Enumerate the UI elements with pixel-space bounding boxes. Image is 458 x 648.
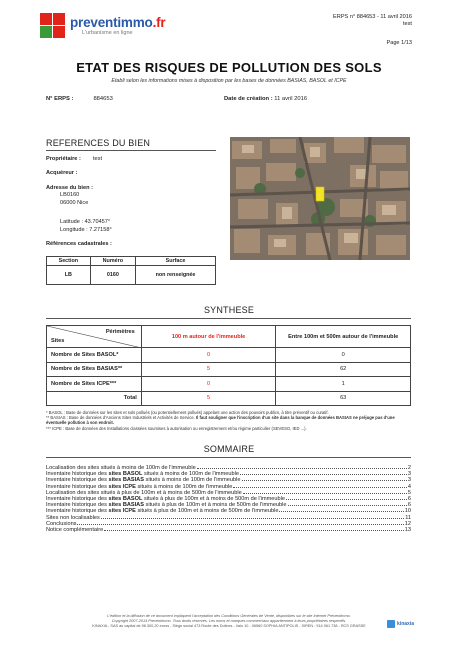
cad-numero: 0160 xyxy=(90,266,135,285)
synthese-heading: SYNTHESE xyxy=(203,305,255,315)
cad-surface: non renseignée xyxy=(135,266,215,285)
toc-page-number: 13 xyxy=(404,526,411,533)
row-basol-100: 0 xyxy=(141,348,276,363)
toc-page-number: 10 xyxy=(404,508,411,515)
toc-page-number: 12 xyxy=(404,520,411,527)
note-basol: * BASOL : Base de données sur les sites et sols pollués (ou potentiellement pollués) appelant une action des pouvoirs publics, à titre préventif ou curatif. xyxy=(46,410,329,415)
creation-date: Date de création : 11 avril 2016 xyxy=(224,96,308,102)
cad-header-section: Section xyxy=(47,257,91,266)
toc-leader xyxy=(197,468,407,469)
toc-item[interactable] xyxy=(46,527,411,533)
col-100-500m-header: Entre 100m et 500m autour de l'immeuble xyxy=(276,326,411,348)
address-value xyxy=(60,191,88,207)
toc-leader xyxy=(104,530,404,531)
brand-name: preventimmo.fr xyxy=(70,14,166,30)
toc-page-number: 5 xyxy=(407,489,411,496)
footnotes xyxy=(46,410,414,431)
toc-item-title: Localisation des sites situés à moins de 100m de l'immeuble xyxy=(46,465,196,471)
synthese-corner-cell xyxy=(47,326,142,348)
row-basol-500: 0 xyxy=(276,348,411,363)
row-basias-label: Nombre de Sites BASIAS** xyxy=(47,362,142,377)
kinaxia-logo xyxy=(387,620,414,628)
note-basias: ** BASIAS : Base de données d'Anciens Sites Industriels et Activités de Service. Il faut souligner que l'inscription d'un site dans la banque de données BASIAS ne préjuge pas d'une éventuelle pollution à son endroit. xyxy=(46,415,395,426)
toc-item-title: Notice complémentaire xyxy=(46,526,104,533)
toc-leader xyxy=(242,480,407,481)
page-number: Page 1/13 xyxy=(386,40,412,46)
row-total-500: 63 xyxy=(276,391,411,406)
erps-header xyxy=(333,14,412,28)
kinaxia-name: kinaxia xyxy=(397,621,414,627)
row-icpe-label: Nombre de Sites ICPE*** xyxy=(47,377,142,392)
footer-line3: KINAXIA - SAS au capital de 98 300,20 euros - Siège social 473 Route des Dolines - Valo 10 - 06560 SOPHIA ANTIPOLIS - SIREN : 514 061 738 - RCS GRASSE xyxy=(92,623,366,628)
toc-leader xyxy=(286,499,407,500)
toc-item-title: Conclusions xyxy=(46,520,77,527)
toc-item-title: Sites non localisables xyxy=(46,514,100,521)
longitude: Longitude : 7.27158° xyxy=(60,227,112,233)
row-total-100: 5 xyxy=(141,391,276,406)
preventimmo-logo[interactable] xyxy=(40,12,165,40)
cad-header-surface: Surface xyxy=(135,257,215,266)
toc-item-title: Inventaire historique des sites BASOL situés à plus de 100m et à moins de 500m de l'immeuble xyxy=(46,495,285,502)
cad-header-numero: Numéro xyxy=(90,257,135,266)
toc-page-number: 4 xyxy=(407,483,411,490)
footer-line1: L'édition et la diffusion de ce document impliquent l'acceptation des Conditions Générales de Vente, disponibles sur le site Internet Preventimmo. xyxy=(107,614,351,618)
toc-leader xyxy=(233,487,406,488)
row-basias-500: 62 xyxy=(276,362,411,377)
table-of-contents xyxy=(46,465,411,533)
toc-page-number: 2 xyxy=(407,465,411,471)
synthese-rule xyxy=(46,318,411,319)
row-total-label: Total xyxy=(47,391,142,406)
logo-mark-icon xyxy=(40,13,66,39)
toc-page-number: 11 xyxy=(405,514,411,521)
owner-value: test xyxy=(93,156,103,162)
owner-label: Propriétaire : xyxy=(46,156,81,162)
toc-leader xyxy=(101,518,404,519)
address-line2: 06000 Nice xyxy=(60,200,89,206)
references-rule xyxy=(46,150,216,151)
coordinates xyxy=(60,218,112,234)
col-100m-header: 100 m autour de l'immeuble xyxy=(141,326,276,348)
row-icpe-500: 1 xyxy=(276,377,411,392)
toc-item-title: Localisation des sites situés à plus de 100m et à moins de 500m de l'immeuble xyxy=(46,489,242,496)
references-heading: REFERENCES DU BIEN xyxy=(46,138,151,148)
document-title: ETAT DES RISQUES DE POLLUTION DES SOLS xyxy=(76,60,382,75)
synthese-table xyxy=(46,325,411,406)
document-subtitle: Etabli selon les informations mises à disposition par les bases de données BASIAS, BASOL et ICPE xyxy=(111,78,347,84)
latitude: Latitude : 43.70457° xyxy=(60,219,111,225)
row-icpe-100: 0 xyxy=(141,377,276,392)
toc-page-number: 3 xyxy=(407,471,411,478)
toc-item-title: Inventaire historique des sites ICPE situés à moins de 100m de l'immeuble xyxy=(46,483,233,490)
address-line1: LB0160 xyxy=(60,192,80,198)
cadastral-label: Références cadastrales : xyxy=(46,241,112,247)
toc-page-number: 3 xyxy=(407,477,411,484)
toc-leader xyxy=(288,505,407,506)
perimetres-label: Périmètres xyxy=(105,329,135,335)
erps-line: ERPS n° 884653 - 11 avril 2016 xyxy=(333,14,412,20)
toc-page-number: 6 xyxy=(407,495,411,502)
erps-sub: test xyxy=(402,21,412,27)
erps-number: N° ERPS : 884653 xyxy=(46,96,113,102)
footer-line2: Copyright 2007-2014 Preventimmo. Tous droits réservés. Les noms et marques commerciaux appartiennent à leurs propriétaires respectifs. xyxy=(111,618,347,623)
cad-section: LB xyxy=(47,266,91,285)
toc-leader xyxy=(77,524,403,525)
sommaire-rule xyxy=(46,457,411,458)
toc-page-number: 6 xyxy=(407,502,411,509)
toc-item-title: Inventaire historique des sites ICPE situés à plus de 100m et à moins de 500m de l'immeuble xyxy=(46,508,279,515)
toc-leader xyxy=(240,474,407,475)
cadastral-table xyxy=(46,256,216,285)
buyer-label: Acquéreur : xyxy=(46,170,78,176)
sites-label: Sites xyxy=(51,338,65,344)
toc-leader xyxy=(243,493,407,494)
brand-tagline: L'urbanisme en ligne xyxy=(82,30,133,36)
sommaire-heading: SOMMAIRE xyxy=(203,444,255,454)
kinaxia-mark-icon xyxy=(387,620,395,628)
aerial-map-image xyxy=(230,137,410,260)
address-label: Adresse du bien : xyxy=(46,185,93,191)
toc-leader xyxy=(279,511,403,512)
toc-item-title: Inventaire historique des sites BASIAS situés à moins de 100m de l'immeuble xyxy=(46,477,241,484)
note-icpe: *** ICPE : Base de données des Installations classées soumises à autorisation ou enregistrement et/ou régime particulier (SEVESO, IED ...). xyxy=(46,425,307,431)
row-basol-label: Nombre de Sites BASOL* xyxy=(47,348,142,363)
row-basias-100: 5 xyxy=(141,362,276,377)
toc-item-title: Inventaire historique des sites BASOL situés à moins de 100m de l'immeuble xyxy=(46,471,239,478)
toc-item-title: Inventaire historique des sites BASIAS situés à plus de 100m et à moins de 500m de l'immeuble xyxy=(46,502,287,509)
